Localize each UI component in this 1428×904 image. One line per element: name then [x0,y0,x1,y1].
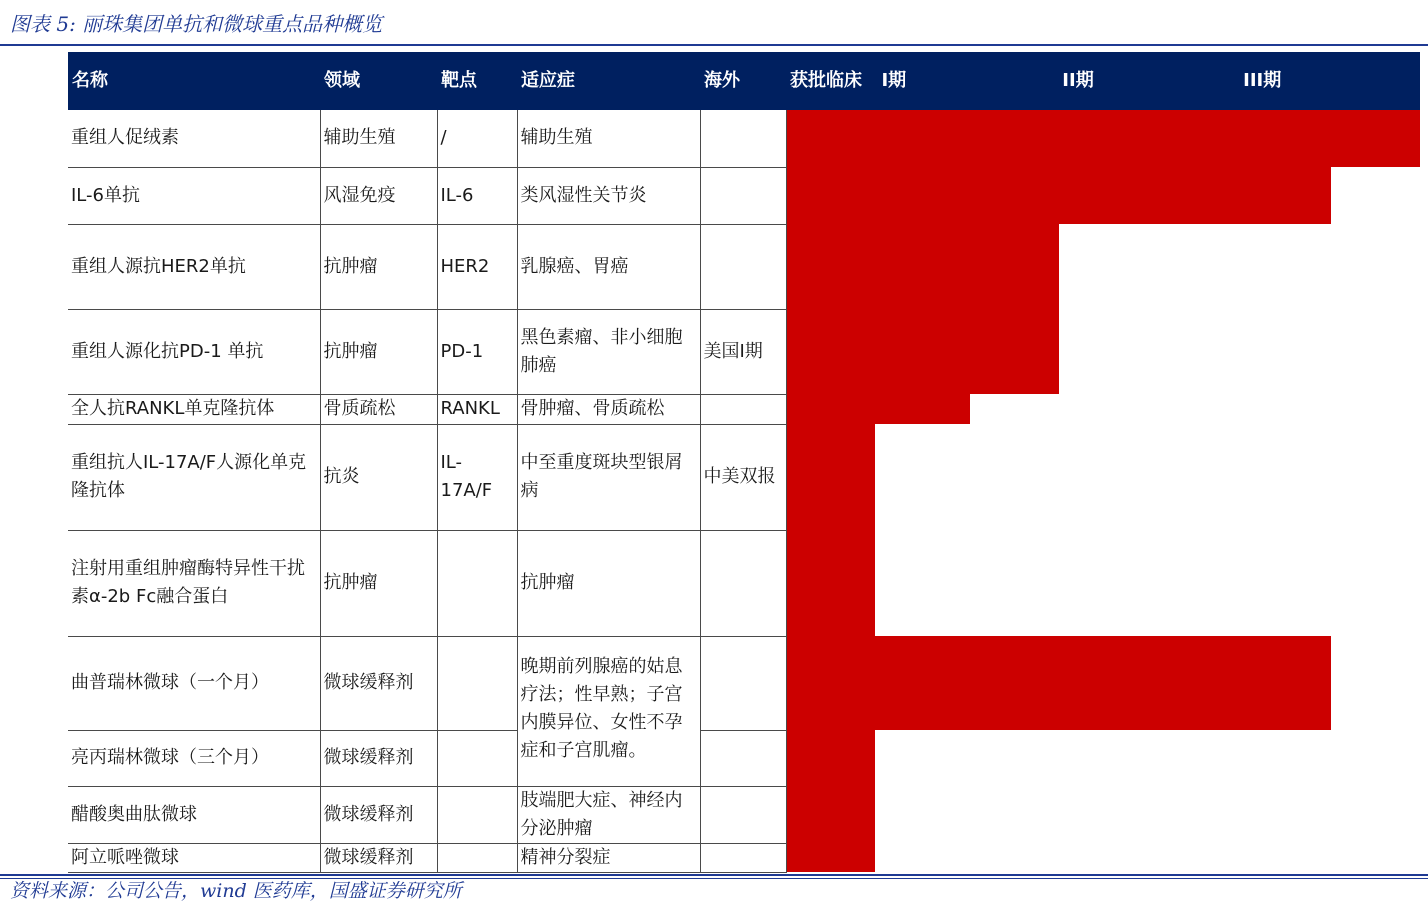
drug-name: 重组人源化抗PD-1 单抗 [68,309,320,394]
drug-field: 微球缓释剂 [320,730,437,786]
drug-target: IL-17A/F [437,424,517,530]
table-row [68,530,1420,636]
header-stages [786,52,1420,110]
drug-indication: 黑色素瘤、非小细胞肺癌 [517,309,700,394]
drug-indication: 类风湿性关节炎 [517,167,700,224]
progress-cell [786,843,1420,872]
drug-field: 辅助生殖 [320,110,437,167]
progress-bar [787,309,1059,394]
drug-indication: 抗肿瘤 [517,530,700,636]
drug-name: IL-6单抗 [68,167,320,224]
drug-target [437,786,517,843]
table-row [68,730,1420,786]
drug-name: 醋酸奥曲肽微球 [68,786,320,843]
progress-cell [786,636,1420,730]
progress-bar [787,636,1332,730]
drug-overseas: 美国I期 [700,309,786,394]
progress-bar [787,167,1332,224]
drug-overseas [700,224,786,309]
drug-target: RANKL [437,394,517,424]
table-row [68,394,1420,424]
drug-name: 曲普瑞林微球（一个月） [68,636,320,730]
progress-bar [787,730,876,786]
drug-overseas [700,394,786,424]
header-overseas: 海外 [700,52,786,110]
progress-bar [787,786,876,843]
header-approved: 获批临床 [790,70,862,91]
progress-cell [786,424,1420,530]
drug-name: 全人抗RANKL单克隆抗体 [68,394,320,424]
drug-overseas [700,843,786,872]
drug-target: IL-6 [437,167,517,224]
drug-target [437,636,517,730]
header-target: 靶点 [437,52,517,110]
progress-cell [786,730,1420,786]
drug-overseas [700,730,786,786]
table-row [68,167,1420,224]
drug-field: 抗肿瘤 [320,224,437,309]
drug-name: 亮丙瑞林微球（三个月） [68,730,320,786]
drug-field: 微球缓释剂 [320,843,437,872]
progress-cell [786,167,1420,224]
drug-field: 抗肿瘤 [320,309,437,394]
drug-overseas [700,110,786,167]
progress-bar [787,843,876,872]
drug-name: 阿立哌唑微球 [68,843,320,872]
drug-indication: 骨肿瘤、骨质疏松 [517,394,700,424]
table-row [68,843,1420,872]
drug-name: 注射用重组肿瘤酶特异性干扰素α-2b Fc融合蛋白 [68,530,320,636]
drug-overseas [700,530,786,636]
progress-bar [787,424,876,530]
drug-field: 骨质疏松 [320,394,437,424]
progress-bar [787,394,971,424]
drug-target: PD-1 [437,309,517,394]
progress-bar [787,530,876,636]
drug-name: 重组人源抗HER2单抗 [68,224,320,309]
drug-indication: 乳腺癌、胃癌 [517,224,700,309]
drug-field: 微球缓释剂 [320,636,437,730]
drug-name: 重组抗人IL-17A/F人源化单克隆抗体 [68,424,320,530]
drug-indication: 晚期前列腺癌的姑息疗法；性早熟；子宫内膜异位、女性不孕症和子宫肌瘤。 [517,636,700,786]
progress-cell [786,309,1420,394]
table-row [68,424,1420,530]
figure-title: 图表 5: 丽珠集团单抗和微球重点品种概览 [10,12,383,36]
drug-name: 重组人促绒素 [68,110,320,167]
source-note: 资料来源：公司公告，wind 医药库，国盛证券研究所 [10,880,462,902]
table-row [68,309,1420,394]
drug-field: 风湿免疫 [320,167,437,224]
drug-target [437,843,517,872]
drug-target [437,530,517,636]
drug-overseas: 中美双报 [700,424,786,530]
header-phase2: II期 [1062,70,1094,91]
header-name: 名称 [68,52,320,110]
title-rule [0,44,1428,46]
drug-overseas [700,636,786,730]
header-field: 领域 [320,52,437,110]
table-row [68,224,1420,309]
drug-indication: 精神分裂症 [517,843,700,872]
progress-cell [786,786,1420,843]
drug-target: / [437,110,517,167]
progress-cell [786,110,1420,167]
drug-field: 抗炎 [320,424,437,530]
header-indication: 适应症 [517,52,700,110]
drug-overseas [700,167,786,224]
drug-indication: 中至重度斑块型银屑病 [517,424,700,530]
header-row [68,52,1420,110]
drug-overseas [700,786,786,843]
table-row [68,110,1420,167]
drug-indication: 肢端肥大症、神经内分泌肿瘤 [517,786,700,843]
progress-bar [787,110,1421,167]
drug-field: 微球缓释剂 [320,786,437,843]
drug-indication: 辅助生殖 [517,110,700,167]
table-row [68,786,1420,843]
header-phase3: III期 [1243,70,1282,91]
progress-cell [786,394,1420,424]
pipeline-table [68,52,1420,873]
drug-target: HER2 [437,224,517,309]
table-row [68,636,1420,730]
progress-cell [786,224,1420,309]
drug-field: 抗肿瘤 [320,530,437,636]
header-phase1: I期 [881,70,907,91]
progress-cell [786,530,1420,636]
drug-target [437,730,517,786]
progress-bar [787,224,1059,309]
